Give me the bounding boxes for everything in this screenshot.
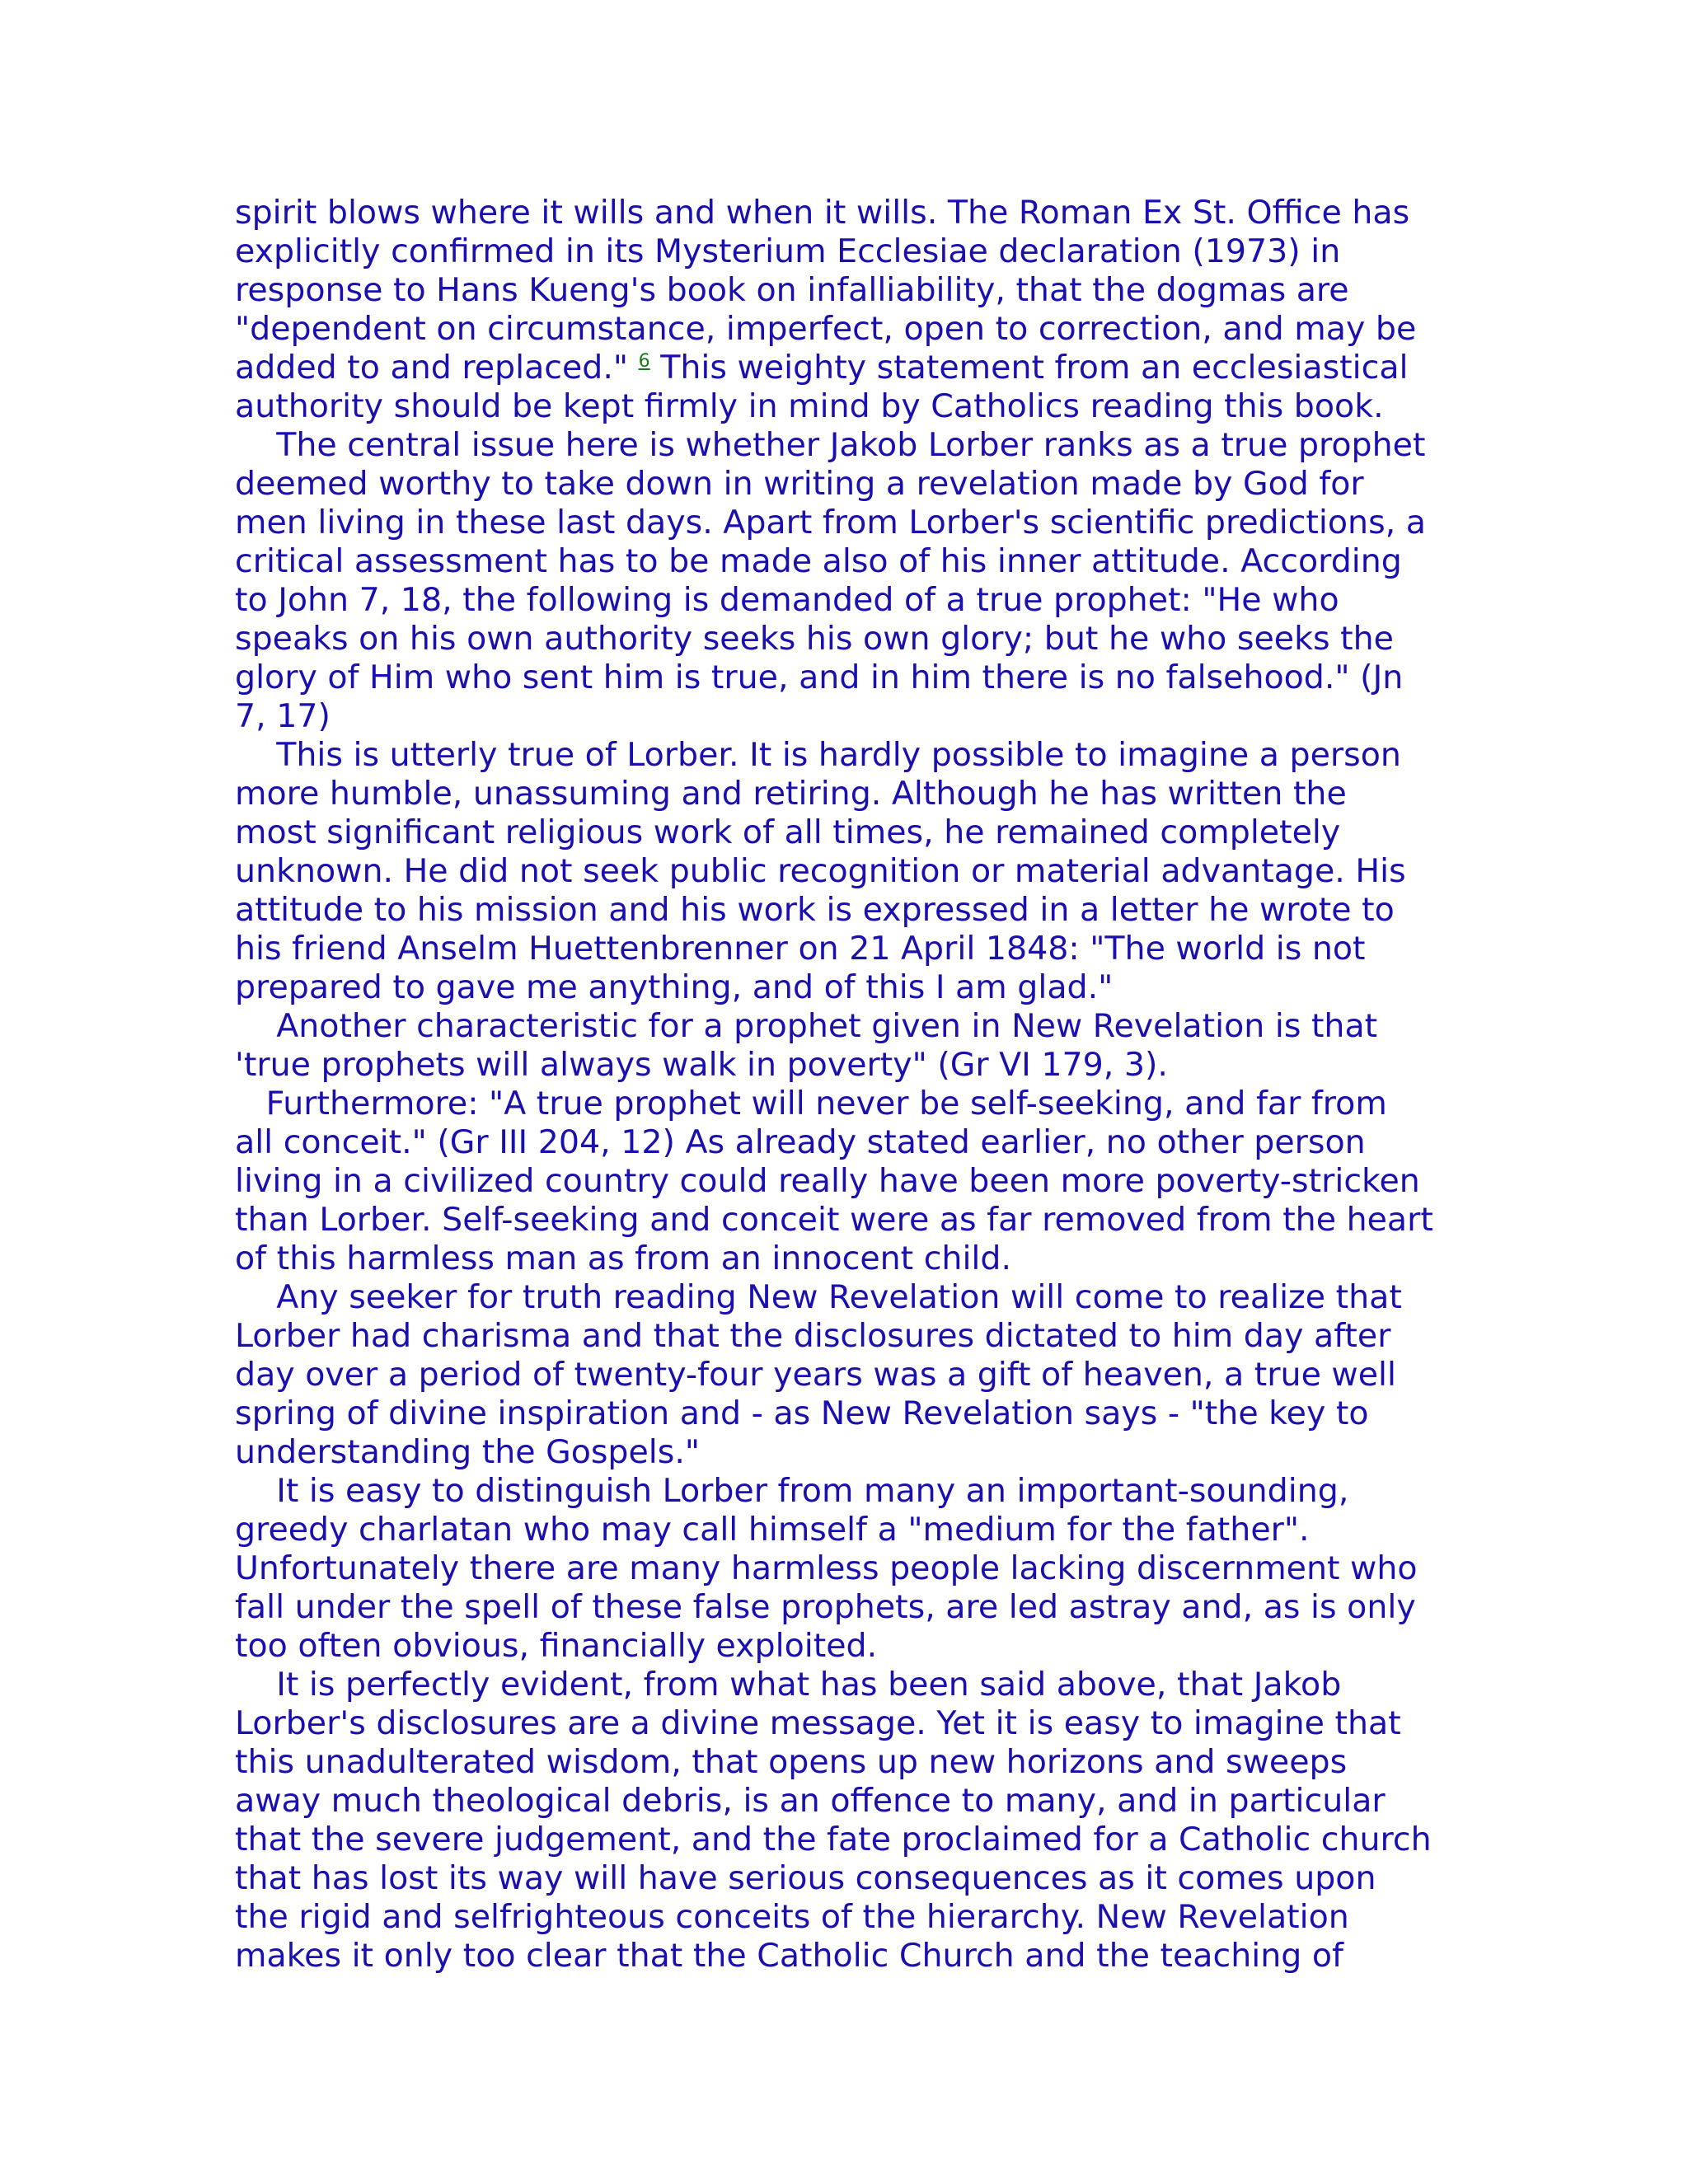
- text-line: explicitly confirmed in its Mysterium Ecclesiae declaration (1973) in: [235, 232, 1341, 270]
- text-line: understanding the Gospels.": [235, 1433, 701, 1471]
- text-line: glory of Him who sent him is true, and in him there is no falsehood." (Jn: [235, 658, 1404, 696]
- text-line: living in a civilized country could really have been more poverty-stricken: [235, 1162, 1420, 1200]
- text-block-top: [235, 194, 1471, 349]
- text-line: of this harmless man as from an innocent child.: [235, 1240, 1012, 1277]
- footnote-reference-link[interactable]: 6: [638, 351, 650, 372]
- text-line: his friend Anselm Huettenbrenner on 21 April 1848: "The world is not: [235, 930, 1366, 968]
- text-line: It is easy to distinguish Lorber from many an important-sounding,: [235, 1472, 1349, 1510]
- text-line: deemed worthy to take down in writing a revelation made by God for: [235, 465, 1364, 503]
- text-segment: This weighty statement from an ecclesiastical: [649, 349, 1409, 387]
- document-page: [235, 194, 1471, 1975]
- text-line: critical assessment has to be made also of his inner attitude. According: [235, 542, 1402, 580]
- text-line: than Lorber. Self-seeking and conceit were as far removed from the heart: [235, 1201, 1433, 1239]
- text-line: Unfortunately there are many harmless people lacking discernment who: [235, 1549, 1418, 1587]
- text-line: unknown. He did not seek public recognition or material advantage. His: [235, 852, 1406, 890]
- text-line: day over a period of twenty-four years was a gift of heaven, a true well: [235, 1356, 1396, 1394]
- text-line: makes it only too clear that the Catholic Church and the teaching of: [235, 1937, 1343, 1975]
- text-line: It is perfectly evident, from what has been said above, that Jakob: [235, 1666, 1342, 1704]
- text-line: too often obvious, financially exploited.: [235, 1627, 878, 1665]
- text-line: authority should be kept firmly in mind by Catholics reading this book.: [235, 387, 1384, 425]
- text-line: spring of divine inspiration and - as New Revelation says - "the key to: [235, 1394, 1369, 1432]
- text-line: the rigid and selfrighteous conceits of the hierarchy. New Revelation: [235, 1898, 1349, 1936]
- text-line: that the severe judgement, and the fate proclaimed for a Catholic church: [235, 1821, 1432, 1858]
- text-line: prepared to gave me anything, and of this I am glad.": [235, 968, 1114, 1006]
- text-line: 'true prophets will always walk in poverty" (Gr VI 179, 3).: [235, 1046, 1168, 1084]
- text-line: 7, 17): [235, 697, 331, 735]
- text-line: more humble, unassuming and retiring. Although he has written the: [235, 775, 1347, 813]
- text-line: Lorber had charisma and that the disclosures dictated to him day after: [235, 1317, 1391, 1355]
- text-line: The central issue here is whether Jakob Lorber ranks as a true prophet: [235, 426, 1426, 464]
- text-line: attitude to his mission and his work is expressed in a letter he wrote to: [235, 891, 1395, 929]
- text-segment: added to and replaced.": [235, 349, 639, 387]
- text-line: Another characteristic for a prophet given in New Revelation is that: [235, 1007, 1378, 1045]
- text-line: greedy charlatan who may call himself a "medium for the father".: [235, 1511, 1310, 1549]
- text-block-body: [235, 387, 1471, 1975]
- text-line: away much theological debris, is an offence to many, and in particular: [235, 1782, 1386, 1820]
- text-line: fall under the spell of these false prophets, are led astray and, as is only: [235, 1588, 1416, 1626]
- text-line: most significant religious work of all times, he remained completely: [235, 813, 1341, 851]
- text-line: this unadulterated wisdom, that opens up new horizons and sweeps: [235, 1743, 1348, 1781]
- text-line: This is utterly true of Lorber. It is hardly possible to imagine a person: [235, 736, 1401, 774]
- text-line: response to Hans Kueng's book on infalliability, that the dogmas are: [235, 271, 1349, 309]
- text-line: all conceit." (Gr III 204, 12) As already stated earlier, no other person: [235, 1123, 1366, 1161]
- text-line: to John 7, 18, the following is demanded of a true prophet: "He who: [235, 581, 1339, 619]
- text-line: spirit blows where it wills and when it wills. The Roman Ex St. Office has: [235, 194, 1410, 232]
- text-line: men living in these last days. Apart from Lorber's scientific predictions, a: [235, 504, 1426, 541]
- text-line: that has lost its way will have serious consequences as it comes upon: [235, 1859, 1376, 1897]
- text-line: Furthermore: "A true prophet will never be self-seeking, and far from: [235, 1085, 1387, 1122]
- text-line: speaks on his own authority seeks his own glory; but he who seeks the: [235, 620, 1394, 658]
- text-line: Any seeker for truth reading New Revelation will come to realize that: [235, 1278, 1402, 1316]
- text-line-with-footnote: [235, 349, 1471, 387]
- text-line: Lorber's disclosures are a divine message. Yet it is easy to imagine that: [235, 1704, 1401, 1742]
- text-line: "dependent on circumstance, imperfect, open to correction, and may be: [235, 310, 1417, 348]
